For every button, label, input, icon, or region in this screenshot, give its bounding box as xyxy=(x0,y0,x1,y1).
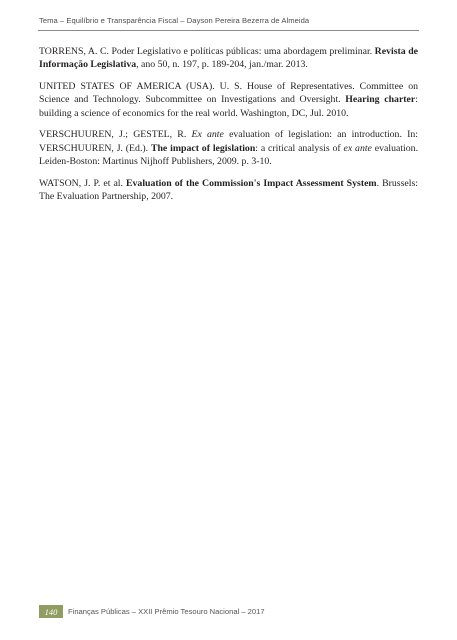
reference-journal-title: Revista de Informação Legislativa xyxy=(39,46,419,71)
page-number-badge: 140 xyxy=(39,605,63,618)
reference-book-title: The impact of legislation xyxy=(150,142,256,154)
reference-text: : building a science of economics for the real world. Washington, DC, Jul. 2010. xyxy=(39,94,418,119)
reference-torrens xyxy=(39,45,418,72)
reference-usa xyxy=(39,80,418,120)
reference-italic-term: ex ante xyxy=(343,142,372,154)
running-header: Tema – Equilíbrio e Transparência Fiscal – Dayson Pereira Bezerra de Almeida xyxy=(39,16,310,25)
reference-text: VERSCHUUREN, J.; GESTEL, R. xyxy=(39,129,192,141)
reference-text: , ano 50, n. 197, p. 189-204, jan./mar. 2013. xyxy=(136,59,308,71)
page-footer xyxy=(39,605,265,618)
reference-title: Hearing charter xyxy=(345,94,416,106)
reference-title: Evaluation of the Commission's Impact Assessment System xyxy=(126,177,377,189)
reference-text: . Brussels: The Evaluation Partnership, 2007. xyxy=(39,177,418,202)
reference-text: : a critical analysis of xyxy=(255,142,344,154)
reference-list xyxy=(39,45,418,212)
reference-text: evaluation of legislation: an introduction. In: VERSCHUUREN, J. (Ed.). xyxy=(39,129,418,154)
reference-text: evaluation. Leiden-Boston: Martinus Nijhoff Publishers, 2009. p. 3-10. xyxy=(39,142,419,167)
reference-text: WATSON, J. P. et al. xyxy=(39,177,126,189)
reference-verschuuren xyxy=(39,128,418,168)
reference-text: UNITED STATES OF AMERICA (USA). U. S. House of Representatives. Committee on Science and Technology. Subcommittee on Investigations and Oversight. xyxy=(39,80,418,106)
reference-watson xyxy=(39,177,418,204)
header-divider xyxy=(38,30,419,31)
reference-italic-term: Ex ante xyxy=(191,129,224,141)
footer-publication: Finanças Públicas – XXII Prêmio Tesouro Nacional – 2017 xyxy=(68,607,265,616)
reference-text: TORRENS, A. C. Poder Legislativo e políticas públicas: uma abordagem preliminar. xyxy=(39,46,375,57)
